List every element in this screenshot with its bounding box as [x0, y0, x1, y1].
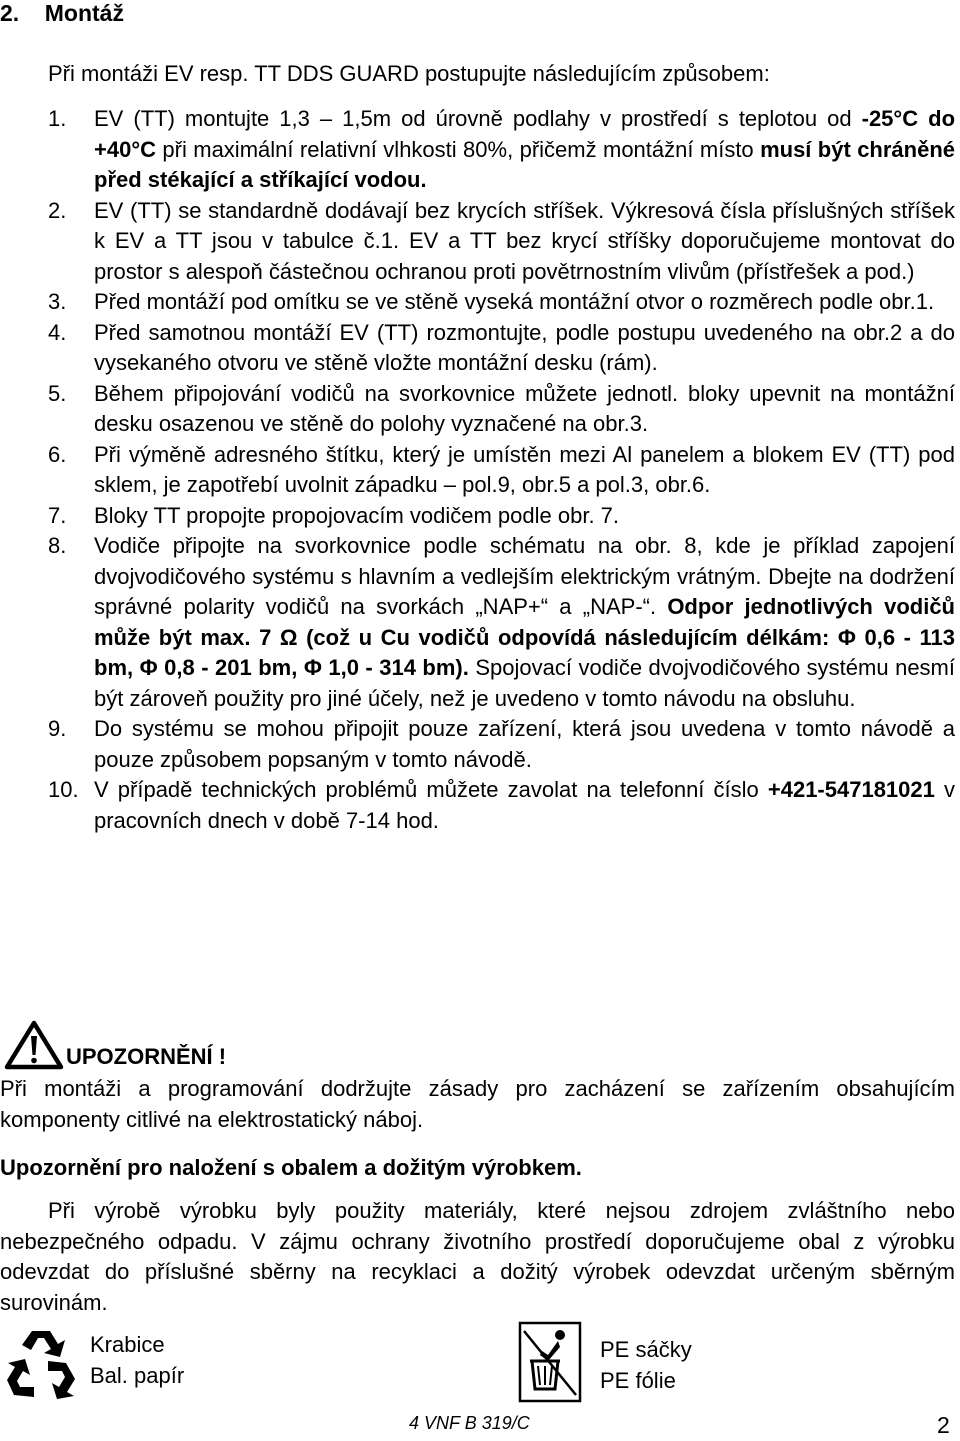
step-number: 7. [48, 502, 67, 528]
step-number: 5. [48, 380, 67, 406]
step-item [0, 104, 955, 196]
waste-bin-icon [518, 1321, 582, 1403]
step-number: 10. [48, 777, 79, 802]
step-number: 1. [48, 106, 67, 131]
recycle-label-paper: Bal. papír [90, 1362, 185, 1388]
step-item [0, 775, 955, 836]
document-code: 4 VNF B 319/C [409, 1413, 530, 1433]
step-text: Spojovací vodiče dvojvodičového systému nesmí být zároveň použity pro jiné účely, než je uvedeno v tomto návodu na obsluhu. [94, 655, 955, 711]
step-number: 8. [48, 533, 67, 558]
intro-text: Při montáži EV resp. TT DDS GUARD postupujte následujícím způsobem: [48, 61, 770, 86]
steps-list [0, 104, 955, 836]
step-item [0, 501, 955, 532]
step-text: Při výměně adresného štítku, který je umístěn mezi Al panelem a blokem EV (TT) pod sklem, je zapotřebí uvolnit západku – pol.9, obr.5 a pol.3, obr.6. [94, 441, 955, 497]
step-item [0, 379, 955, 440]
disposal-text: Při výrobě výrobku byly použity materiály, které nejsou zdrojem zvláštního nebo nebezpečného odpadu. V zájmu ochrany životního prostředí doporučujeme obal z výrobku odevzdat do příslušné sběrny na recyklaci a dožitý výrobek odevzdat určeným sběrným surovinám. [0, 1198, 955, 1315]
step-number: 6. [48, 441, 67, 467]
step-text: EV (TT) montujte 1,3 – 1,5m od úrovně podlahy v prostředí s teplotou od [94, 106, 862, 131]
page-number: 2 [937, 1412, 950, 1438]
recycle-icon [2, 1325, 80, 1401]
warning-triangle-icon [4, 1020, 64, 1070]
recycle-label-box: Krabice [90, 1332, 165, 1357]
step-item [0, 440, 955, 501]
step-text: Před montáží pod omítku se ve stěně vyseká montážní otvor o rozměrech podle obr.1. [94, 289, 935, 314]
bin-labels [600, 1335, 692, 1396]
step-number: 2. [48, 197, 67, 223]
step-text: při maximální relativní vlhkosti 80%, přičemž montážní místo [156, 136, 761, 162]
warning-title: UPOZORNĚNÍ ! [66, 1044, 227, 1069]
step-number: 3. [48, 289, 67, 314]
step-text: musí být chráněné před stékající a stříkající vodou. [94, 136, 956, 192]
step-text: Vodiče připojte na svorkovnice podle schématu na obr. 8, kde je příklad zapojení dvojvodičového systému s hlavním a vedlejším elektrickým vrátným. Dbejte na dodržení správné polarity vodičů na svorkách „NAP+“ a „NAP-“. [94, 533, 955, 619]
step-item [0, 531, 955, 714]
step-text: V případě technických problémů můžete zavolat na telefonní číslo [94, 777, 768, 802]
step-text: Během připojování vodičů na svorkovnice můžete jednotl. bloky upevnit na montážní desku osazenou ve stěně do polohy vyznačené na obr.3. [94, 380, 955, 436]
step-text: Do systému se mohou připojit pouze zařízení, která jsou uvedena v tomto návodě a pouze způsobem popsaným v tomto návodě. [94, 716, 955, 772]
step-item [0, 318, 955, 379]
step-text: Bloky TT propojte propojovacím vodičem podle obr. 7. [94, 502, 620, 528]
warning-block [0, 1018, 960, 1135]
step-text: v pracovních dnech v době 7-14 hod. [94, 777, 955, 833]
step-number: 4. [48, 319, 67, 345]
step-text: Před samotnou montáží EV (TT) rozmontujte, podle postupu uvedeného na obr.2 a do vysekaného otvoru ve stěně vložte montážní desku (rám). [94, 319, 955, 375]
recycle-labels [90, 1330, 184, 1391]
step-item [0, 196, 955, 288]
section-heading: 2. Montáž [0, 0, 124, 26]
step-item [0, 714, 955, 775]
step-text: +421-547181021 [767, 777, 935, 802]
step-text: EV (TT) se standardně dodávají bez krycích stříšek. Výkresová čísla příslušných stříšek k EV a TT jsou v tabulce č.1. EV a TT bez krycí stříšky doporučujeme montovat do prostor s alespoň částečnou ochranou proti povětrnostním vlivům (přístřešek a pod.) [94, 197, 955, 284]
disposal-title: Upozornění pro naložení s obalem a dožitým výrobkem. [0, 1155, 582, 1180]
step-text: -25°C do +40°C [94, 106, 956, 162]
bin-label-foil: PE fólie [600, 1367, 676, 1393]
step-text: Odpor jednotlivých vodičů může být max. 7 Ω (což u Cu vodičů odpovídá následujícím délkám: Φ 0,6 - 113 bm, Φ 0,8 - 201 bm, Φ 1,0 - 314 bm). [94, 594, 955, 680]
bin-label-bags: PE sáčky [600, 1337, 692, 1362]
warning-text: Při montáži a programování dodržujte zásady pro zacházení se zařízením obsahujícím komponenty citlivé na elektrostatický náboj. [0, 1076, 955, 1132]
step-item [0, 287, 955, 318]
step-number: 9. [48, 716, 67, 741]
